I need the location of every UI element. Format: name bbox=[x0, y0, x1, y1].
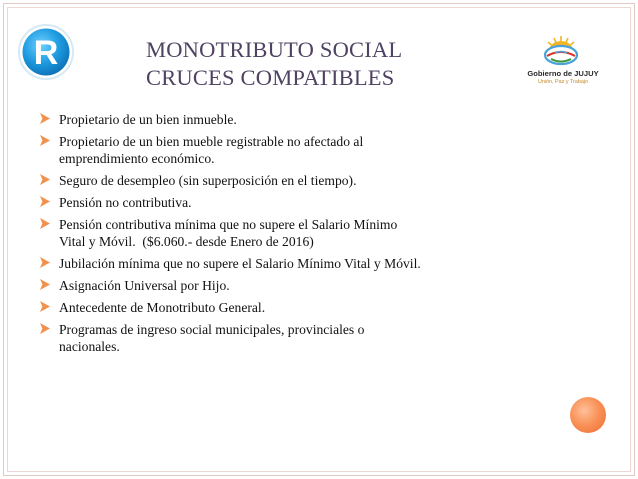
list-item-line: Seguro de desempleo (sin superposición en el tiempo). bbox=[59, 173, 357, 188]
r-logo-icon bbox=[17, 23, 75, 81]
bullet-arrow-icon bbox=[40, 257, 50, 268]
list-item-line: Jubilación mínima que no supere el Salario Mínimo Vital y Móvil. bbox=[59, 256, 421, 271]
list-item bbox=[40, 255, 560, 272]
list-item bbox=[40, 172, 560, 189]
list-item-line: nacionales. bbox=[59, 339, 120, 354]
list-item-line: Pensión contributiva mínima que no supere el Salario Mínimo bbox=[59, 217, 398, 232]
bullet-arrow-icon bbox=[40, 323, 50, 334]
list-item-line: Asignación Universal por Hijo. bbox=[59, 278, 230, 293]
bullet-arrow-icon bbox=[40, 113, 50, 124]
bullet-arrow-icon bbox=[40, 218, 50, 229]
slide-title bbox=[146, 36, 466, 92]
list-item bbox=[40, 299, 560, 316]
list-item bbox=[40, 321, 560, 355]
list-item-line: Pensión no contributiva. bbox=[59, 195, 192, 210]
jujuy-motto: Unión, Paz y Trabajo bbox=[537, 79, 589, 85]
list-item bbox=[40, 277, 560, 294]
list-item bbox=[40, 111, 560, 128]
bullet-arrow-icon bbox=[40, 279, 50, 290]
decorative-orb bbox=[570, 397, 606, 433]
list-item bbox=[40, 133, 560, 167]
list-item bbox=[40, 194, 560, 211]
list-item-line: emprendimiento económico. bbox=[59, 151, 215, 166]
title-line-1: MONOTRIBUTO SOCIAL bbox=[146, 37, 403, 62]
list-item-line: Vital y Móvil. ($6.060.- desde Enero de 2016) bbox=[59, 234, 314, 249]
r-logo-letter: R bbox=[33, 34, 59, 72]
bullet-arrow-icon bbox=[40, 301, 50, 312]
list-item-line: Propietario de un bien inmueble. bbox=[59, 112, 237, 127]
list-item-line: Antecedente de Monotributo General. bbox=[59, 300, 266, 315]
list-item-line: Propietario de un bien mueble registrable no afectado al bbox=[59, 134, 364, 149]
list-item bbox=[40, 216, 560, 250]
gobierno-jujuy-logo bbox=[522, 34, 604, 94]
title-line-2: CRUCES COMPATIBLES bbox=[146, 65, 395, 90]
bullet-arrow-icon bbox=[40, 174, 50, 185]
bullet-list bbox=[40, 111, 560, 360]
jujuy-emblem-icon bbox=[537, 34, 585, 68]
bullet-arrow-icon bbox=[40, 135, 50, 146]
bullet-arrow-icon bbox=[40, 196, 50, 207]
jujuy-name: Gobierno de JUJUY bbox=[527, 69, 599, 78]
list-item-line: Programas de ingreso social municipales, provinciales o bbox=[59, 322, 365, 337]
